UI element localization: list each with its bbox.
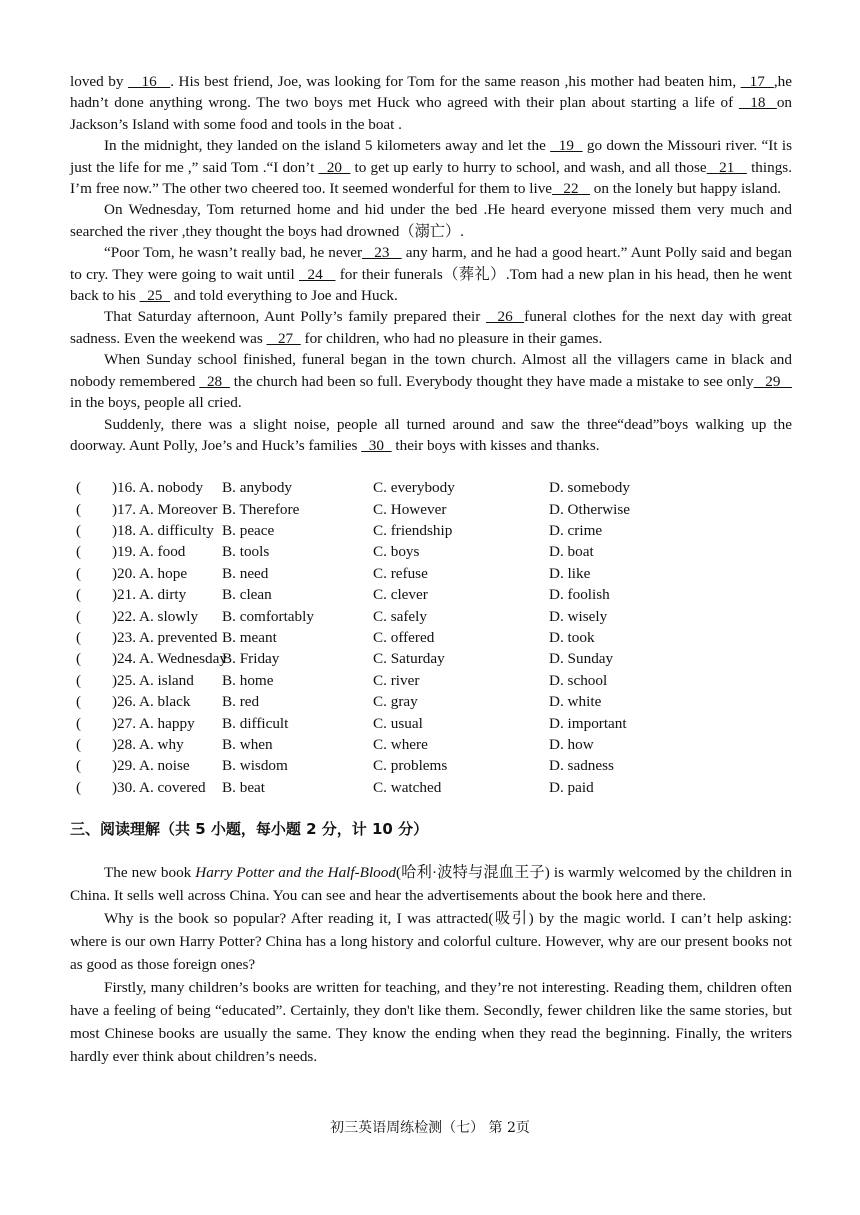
option-d: D. Otherwise: [549, 500, 630, 518]
option-b: B. comfortably: [222, 607, 314, 625]
blank-30: 30: [361, 436, 392, 454]
blank-22: 22: [552, 180, 590, 198]
blank-19: 19: [550, 137, 583, 155]
text: on Jackson’s Island with some food and tools in the boat .: [70, 94, 792, 133]
option-c: C. river: [373, 671, 420, 689]
option-c: C. offered: [373, 629, 435, 647]
option-d: D. white: [549, 693, 602, 711]
answer-paren[interactable]: (: [76, 543, 82, 561]
exam-page: [70, 71, 792, 1068]
text: That Saturday afternoon, Aunt Polly’s family prepared their: [104, 308, 487, 326]
text: the church had been so full. Everybody thought they have made a mistake to see only: [229, 372, 754, 390]
option-a: )18. A. difficulty: [112, 522, 214, 540]
option-d: D. how: [549, 736, 594, 753]
option-a: )29. A. noise: [112, 757, 190, 775]
option-d: D. foolish: [549, 586, 610, 604]
option-b: B. beat: [222, 778, 266, 796]
option-a: )24. A. Wednesday: [112, 650, 227, 668]
option-c: C. usual: [373, 714, 423, 732]
answer-paren[interactable]: (: [76, 500, 82, 518]
option-a: )27. A. happy: [112, 714, 195, 732]
option-a: )22. A. slowly: [112, 607, 199, 625]
option-a: )16. A. nobody: [112, 479, 204, 497]
page-footer: 初三英语周练检测（七） 第 2页: [330, 1120, 530, 1136]
option-b: B. clean: [222, 586, 272, 604]
text: to get up early to hurry to school, and wash, and all those: [350, 158, 707, 176]
reading-paragraph-3: Firstly, many children’s books are written for teaching, and they’re not interesting. Reading them, children often have a feeling of being “educated”. Certainly, they don't like them. Secondly, fewer children like the same stories, but most Chinese books are usually the same. They know the ending when they read the beginning. Finally, the writers hardly ever think about children’s needs.: [70, 979, 792, 1066]
text: (哈利·波特与混血王子) is warmly welcomed by the children in China. It sells well across China. You can see and hear the advertisements about the book here and there.: [70, 864, 793, 905]
text: their boys with kisses and thanks.: [391, 436, 600, 454]
reading-paragraph-2: Why is the book so popular? After reading it, I was attracted(吸引) by the magic world. I can’t help asking: where is our own Harry Potter? China has a long history and colorful culture. However, why are our present books not as good as those foreign ones?: [70, 910, 792, 974]
answer-paren[interactable]: (: [76, 693, 82, 711]
question-row: [70, 777, 792, 798]
question-row: [70, 477, 792, 498]
text: in the boys, people all cried.: [70, 394, 242, 412]
cloze-paragraph-5: [70, 306, 792, 349]
option-c: C. Saturday: [373, 650, 445, 668]
blank-28: 28: [199, 372, 230, 390]
cloze-paragraph-2: [70, 135, 792, 199]
cloze-paragraph-6: [70, 349, 792, 413]
question-row: [70, 563, 792, 584]
option-b: B. Therefore: [222, 500, 300, 518]
question-options-list: [70, 477, 792, 798]
answer-paren[interactable]: (: [76, 778, 82, 796]
question-row: [70, 499, 792, 520]
option-d: D. school: [549, 671, 608, 689]
option-c: C. friendship: [373, 522, 453, 540]
answer-paren[interactable]: (: [76, 479, 82, 497]
option-a: )28. A. why: [112, 736, 184, 753]
text: “Poor Tom, he wasn’t really bad, he never: [104, 244, 363, 262]
option-d: D. boat: [549, 543, 594, 561]
blank-26: 26: [486, 308, 525, 326]
section-heading: 三、阅读理解（共 5 小题，每小题 2 分，计 10 分）: [70, 820, 429, 839]
blank-21: 21: [706, 158, 747, 176]
question-row: [70, 648, 792, 669]
text: for children, who had no pleasure in their games.: [300, 329, 603, 347]
text: any harm, and he had a good heart.” Aunt Polly said and began to cry. They were going to wait until: [70, 244, 793, 283]
answer-paren[interactable]: (: [76, 564, 82, 582]
option-c: C. problems: [373, 757, 448, 775]
option-c: C. refuse: [373, 564, 428, 582]
text: ,he hadn’t done anything wrong. The two boys met Huck who agreed with their plan about starting a life of: [70, 73, 793, 112]
option-a: )20. A. hope: [112, 564, 188, 582]
option-a: )26. A. black: [112, 693, 191, 711]
answer-paren[interactable]: (: [76, 629, 82, 647]
text: The new book: [104, 864, 196, 882]
blank-17: 17: [740, 73, 774, 90]
text: loved by: [70, 73, 128, 90]
blank-29: 29: [753, 372, 793, 390]
option-a: )23. A. prevented: [112, 629, 218, 647]
reading-passage: [70, 861, 792, 1068]
cloze-paragraph-1: [70, 71, 792, 135]
answer-paren[interactable]: (: [76, 714, 82, 732]
text: funeral clothes for the next day with great sadness. Even the weekend was: [70, 308, 792, 347]
option-c: C. gray: [373, 693, 418, 711]
option-a: )19. A. food: [112, 543, 186, 561]
cloze-paragraph-4: [70, 242, 792, 306]
question-row: [70, 520, 792, 541]
question-row: [70, 670, 792, 691]
blank-24: 24: [298, 265, 336, 283]
question-row: [70, 734, 792, 755]
blank-20: 20: [318, 158, 351, 176]
question-row: [70, 691, 792, 712]
text: go down the Missouri river. “It is just the life for me ,” said Tom .“I don’t: [70, 137, 792, 176]
blank-23: 23: [362, 244, 402, 262]
option-b: B. need: [222, 564, 269, 582]
option-c: C. safely: [373, 607, 427, 625]
text: . His best friend, Joe, was looking for Tom for the same reason ,his mother had beaten him,: [170, 73, 741, 90]
answer-paren[interactable]: (: [76, 650, 82, 668]
option-a: )25. A. island: [112, 671, 194, 689]
answer-paren[interactable]: (: [76, 607, 82, 625]
option-b: B. Friday: [222, 650, 280, 668]
blank-16: 16: [127, 73, 171, 90]
option-d: D. important: [549, 714, 627, 732]
option-d: D. wisely: [549, 607, 608, 625]
option-a: )17. A. Moreover: [112, 500, 218, 518]
question-row: [70, 541, 792, 562]
option-d: D. took: [549, 629, 595, 647]
option-a: )21. A. dirty: [112, 586, 187, 604]
cloze-paragraph-3: On Wednesday, Tom returned home and hid under the bed .He heard everyone missed them very much and searched the river ,they thought the boys had drowned（溺亡）.: [70, 201, 792, 240]
option-c: C. where: [373, 736, 428, 753]
option-b: B. wisdom: [222, 757, 288, 775]
text: for their funerals（葬礼）.Tom had a new plan in his head, then he went back to his: [70, 265, 792, 305]
option-d: D. somebody: [549, 479, 630, 497]
question-row: [70, 584, 792, 605]
book-title: Harry Potter and the Half-Blood: [195, 864, 396, 882]
text: When Sunday school finished, funeral began in the town church. Almost all the villagers came in black and nobody remembered: [70, 351, 792, 390]
option-b: B. difficult: [222, 714, 289, 732]
text: and told everything to Joe and Huck.: [169, 287, 398, 305]
option-c: C. boys: [373, 543, 420, 561]
option-d: D. crime: [549, 522, 603, 540]
answer-paren[interactable]: (: [76, 736, 82, 753]
option-b: B. peace: [222, 522, 275, 540]
text: on the lonely but happy island.: [590, 180, 782, 198]
question-row: [70, 627, 792, 648]
question-row: [70, 755, 792, 776]
option-d: D. Sunday: [549, 650, 614, 668]
text: things. I’m free now.” The other two cheered too. It seemed wonderful for them to live: [70, 158, 792, 198]
question-row: [70, 606, 792, 627]
option-b: B. tools: [222, 543, 270, 561]
text: Suddenly, there was a slight noise, people all turned around and saw the three“dead”boys walking up the doorway. Aunt Polly, Joe’s and Huck’s families: [70, 415, 792, 454]
blank-25: 25: [139, 287, 170, 305]
option-c: C. clever: [373, 586, 428, 604]
text: In the midnight, they landed on the island 5 kilometers away and let the: [104, 137, 551, 155]
answer-paren[interactable]: (: [76, 757, 82, 775]
question-row: [70, 713, 792, 734]
option-c: C. everybody: [373, 479, 455, 497]
option-b: B. anybody: [222, 479, 293, 497]
option-b: B. meant: [222, 629, 277, 647]
option-b: B. when: [222, 736, 273, 753]
option-a: )30. A. covered: [112, 778, 206, 796]
option-d: D. paid: [549, 778, 594, 796]
answer-paren[interactable]: (: [76, 671, 82, 689]
option-d: D. sadness: [549, 757, 614, 775]
option-b: B. red: [222, 693, 260, 711]
blank-27: 27: [266, 329, 301, 347]
option-c: C. watched: [373, 778, 442, 796]
option-b: B. home: [222, 671, 274, 689]
answer-paren[interactable]: (: [76, 586, 82, 604]
option-d: D. like: [549, 564, 591, 582]
blank-18: 18: [738, 94, 777, 112]
reading-paragraph-1: [70, 861, 792, 907]
option-c: C. However: [373, 500, 447, 518]
answer-paren[interactable]: (: [76, 522, 82, 540]
cloze-paragraph-7: [70, 414, 792, 457]
